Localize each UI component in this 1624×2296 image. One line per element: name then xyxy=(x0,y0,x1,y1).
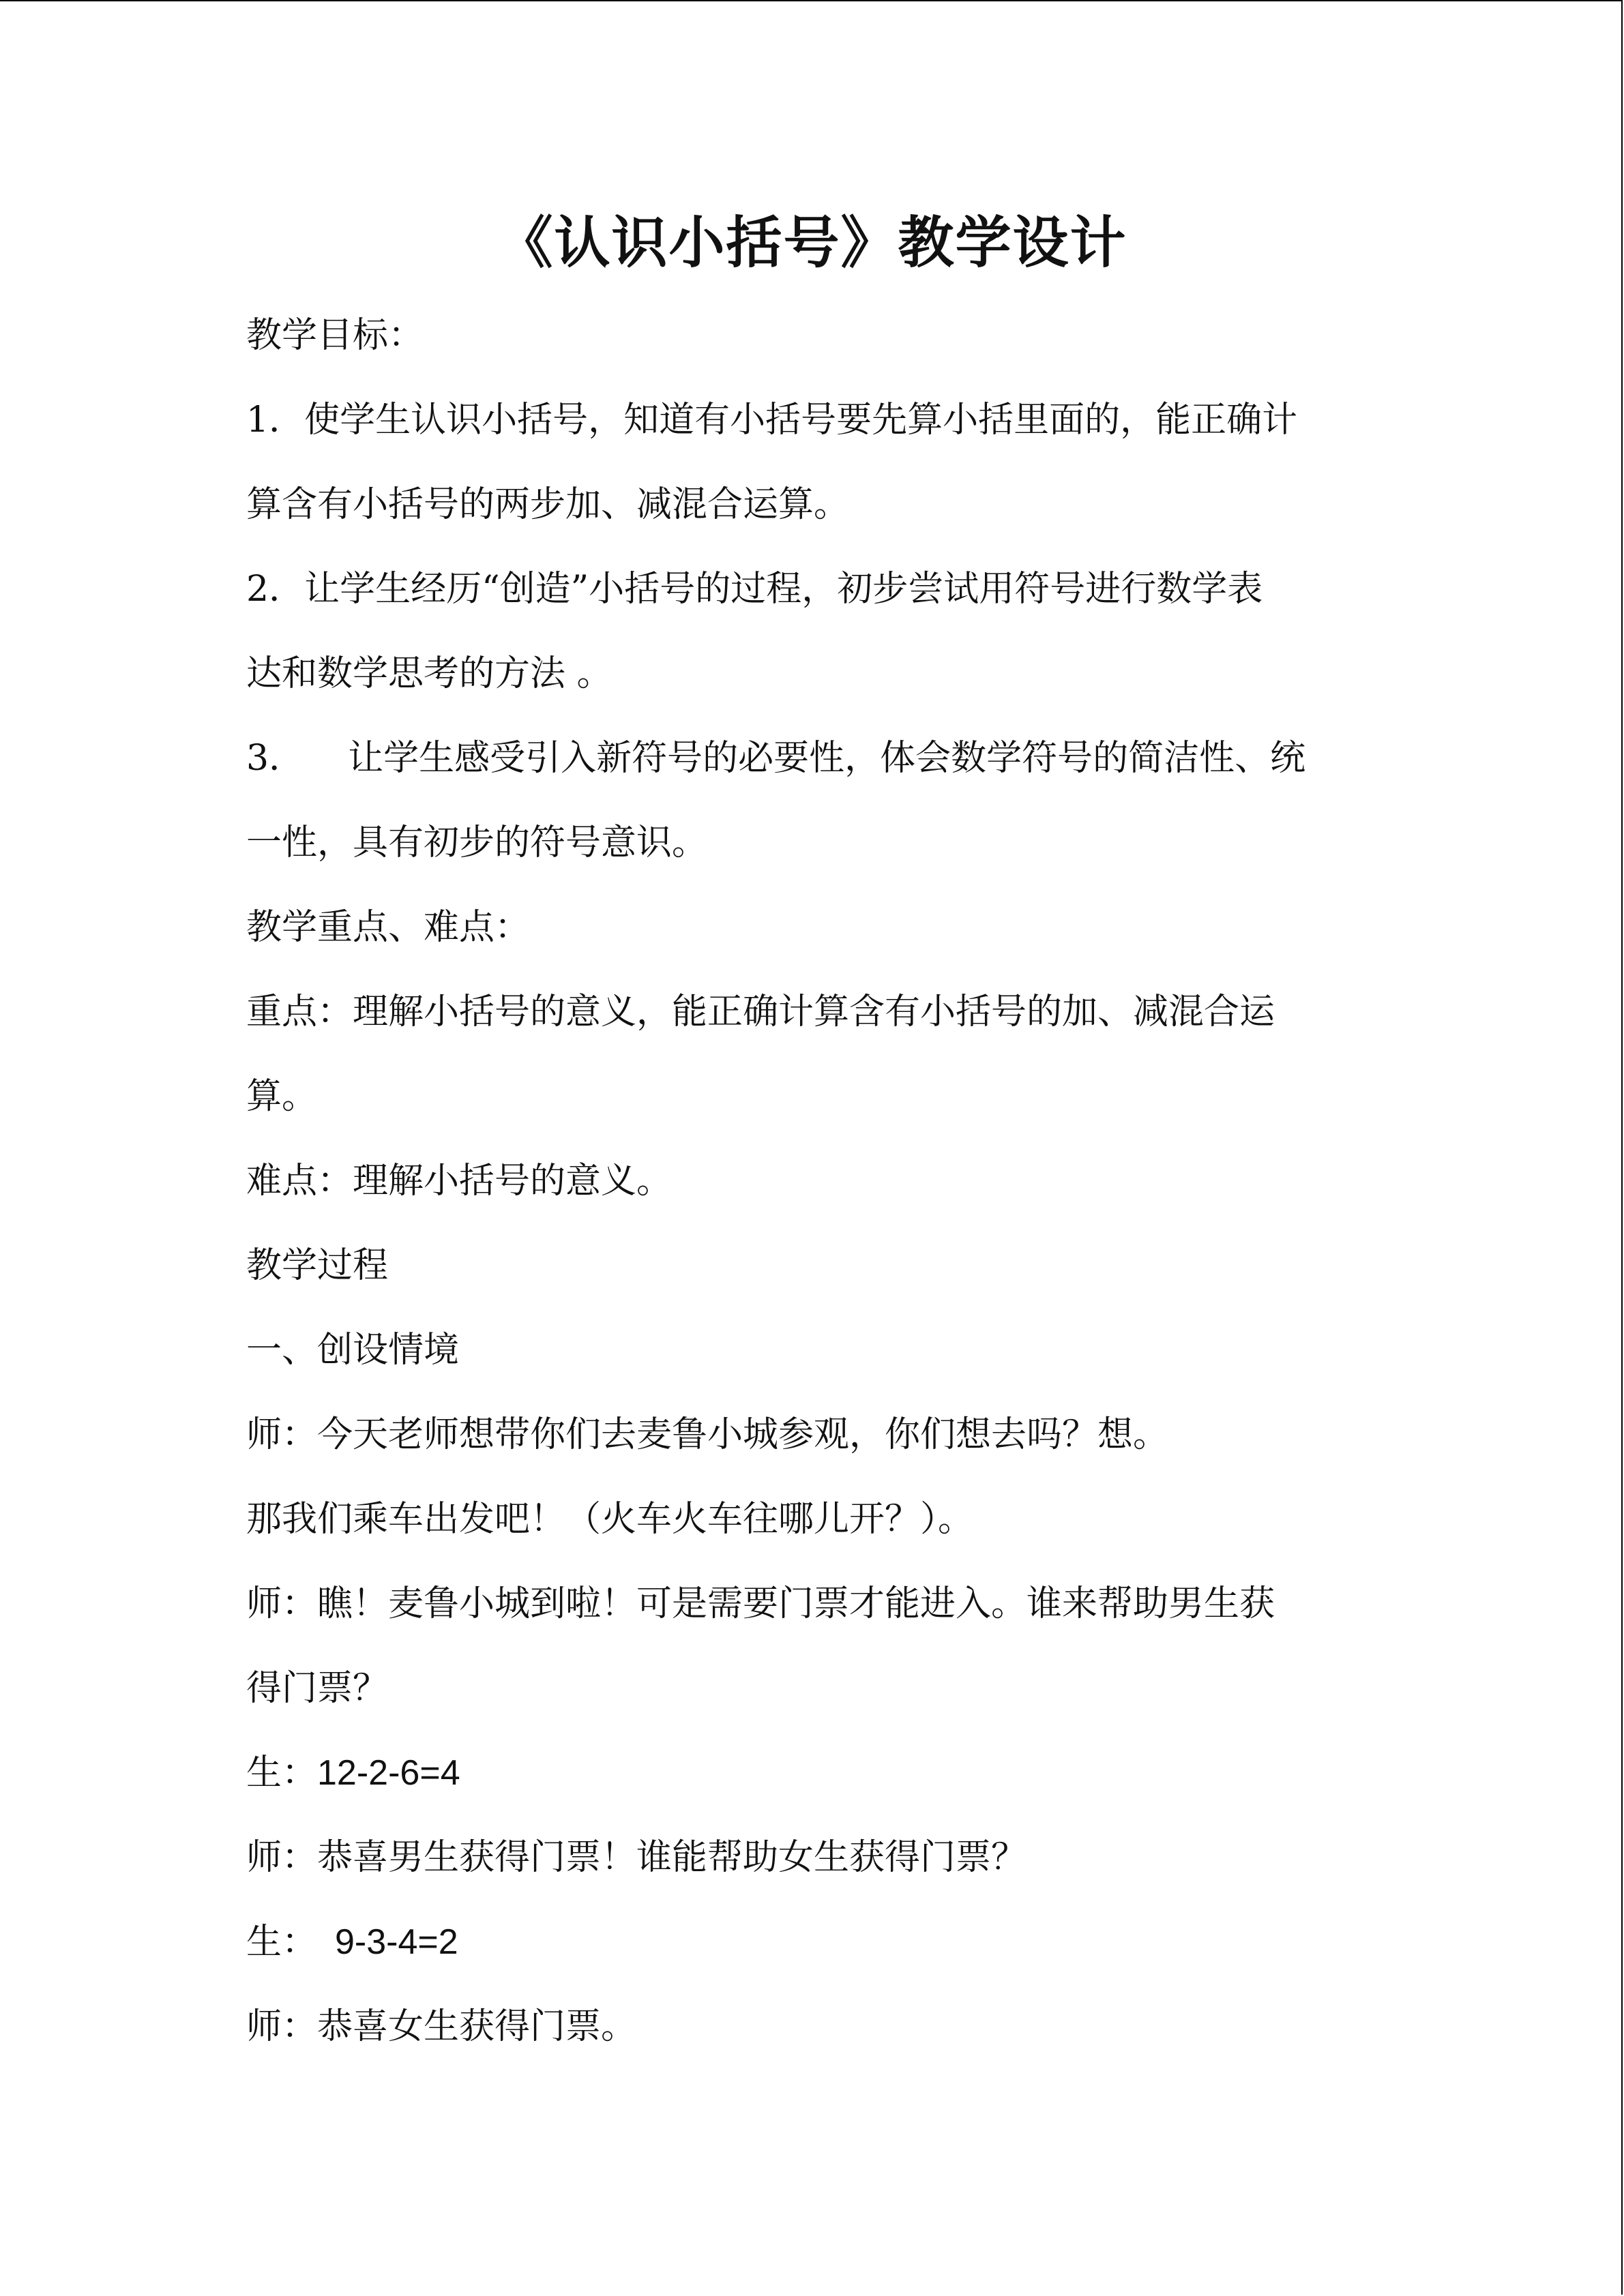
document-title: 《认识小括号》教学设计 xyxy=(497,211,1127,275)
section-1-heading: 一、创设情境 xyxy=(246,1330,460,1371)
process-heading: 教学过程 xyxy=(246,1245,389,1286)
objective-3-text: 让学生感受引入新符号的必要性，体会数学符号的简洁性、统 xyxy=(348,738,1306,779)
objective-3-line-2: 一性，具有初步的符号意识。 xyxy=(246,822,708,863)
objective-1-line-2: 算含有小括号的两步加、减混合运算。 xyxy=(246,484,850,525)
key-point-line-2: 算。 xyxy=(246,1076,318,1117)
difficulty-line: 难点：理解小括号的意义。 xyxy=(246,1161,673,1202)
student-label: 生： xyxy=(246,1922,318,1963)
document-body xyxy=(246,293,1406,2069)
teacher-line-5: 师：恭喜女生获得门票。 xyxy=(246,2006,637,2047)
objectives-heading: 教学目标： xyxy=(246,315,424,356)
student-label: 生： xyxy=(246,1753,318,1793)
key-point-line-1: 重点：理解小括号的意义，能正确计算含有小括号的加、减混合运 xyxy=(246,992,1275,1032)
objective-2-line-2: 达和数学思考的方法 。 xyxy=(246,653,612,694)
teacher-line-2: 那我们乘车出发吧！（火车火车往哪儿开？）。 xyxy=(246,1499,974,1540)
student-expression-1: 12-2-6=4 xyxy=(317,1753,460,1793)
student-line-2 xyxy=(246,1900,1406,1984)
teacher-line-4: 师：恭喜男生获得门票！谁能帮助女生获得门票？ xyxy=(246,1837,1027,1878)
key-points-heading: 教学重点、难点： xyxy=(246,907,531,948)
objective-3-number: 3． xyxy=(246,738,305,779)
objective-2-line-1: 2．让学生经历“创造”小括号的过程，初步尝试用符号进行数学表 xyxy=(246,569,1263,610)
student-expression-2: 9-3-4=2 xyxy=(335,1922,458,1962)
teacher-line-1: 师：今天老师想带你们去麦鲁小城参观，你们想去吗？想。 xyxy=(246,1414,1169,1455)
student-line-1 xyxy=(246,1731,1406,1815)
teacher-line-3b: 得门票？ xyxy=(246,1668,389,1709)
teacher-line-3a: 师：瞧！麦鲁小城到啦！可是需要门票才能进入。谁来帮助男生获 xyxy=(246,1583,1275,1624)
objective-3-line-1 xyxy=(246,716,1406,801)
objective-1-line-1: 1．使学生认识小括号，知道有小括号要先算小括里面的，能正确计 xyxy=(246,400,1298,441)
